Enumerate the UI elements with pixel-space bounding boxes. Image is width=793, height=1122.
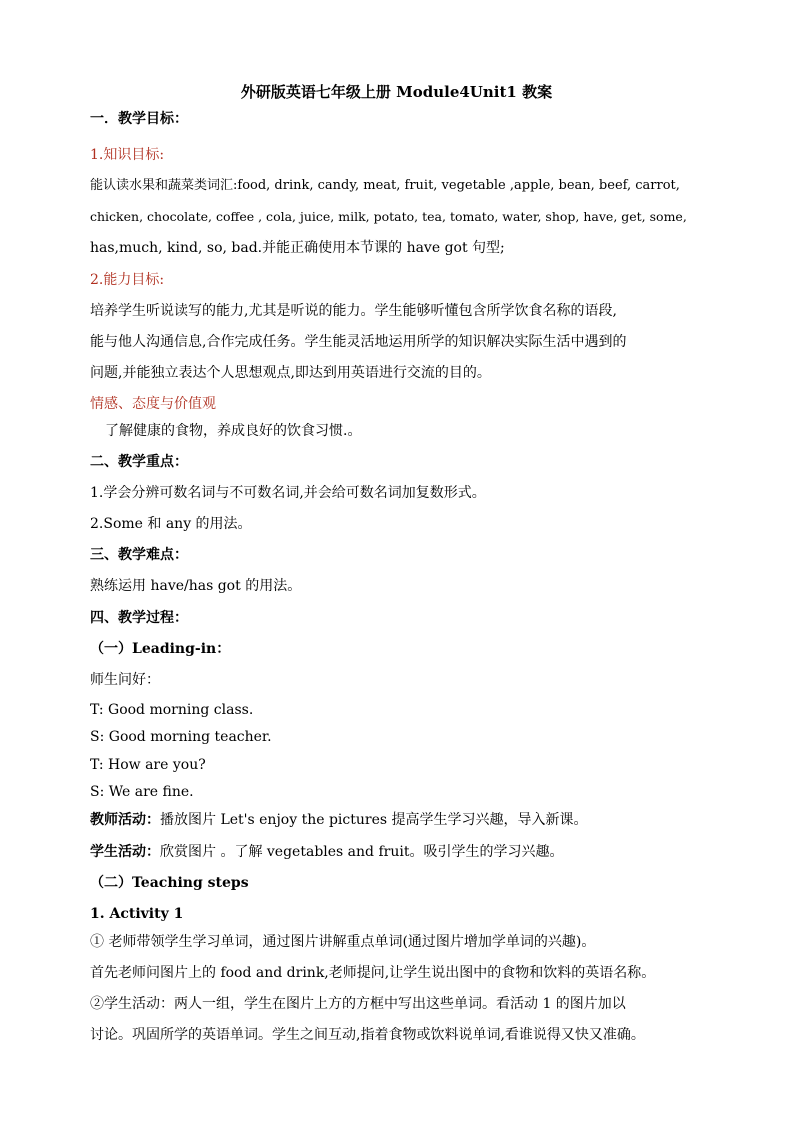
section-heading-process: 四、教学过程： <box>90 610 188 626</box>
teacher-activity-label: 教师活动： <box>90 812 160 828</box>
section-heading-difficulties: 三、教学难点： <box>90 547 188 563</box>
activity-1-line: ②学生活动：两人一组，学生在图片上方的方框中写出这些单词。看活动 1 的图片加以 <box>90 996 626 1012</box>
emotion-objective-heading: 情感、态度与价值观 <box>90 396 216 412</box>
student-activity-label: 学生活动： <box>90 844 160 860</box>
knowledge-line: 能认读水果和蔬菜类词汇:food, drink, candy, meat, fruit, vegetable ,apple, bean, beef, carrot, <box>90 178 680 193</box>
greeting-label: 师生问好： <box>90 672 160 688</box>
ability-line: 培养学生听说读写的能力,尤其是听说的能力。学生能够听懂包含所学饮食名称的语段, <box>90 303 617 319</box>
teacher-activity <box>90 811 587 829</box>
leading-in-heading: （一）Leading-in： <box>90 641 231 657</box>
key-point-item: 2.Some 和 any 的用法。 <box>90 516 252 532</box>
student-activity <box>90 843 563 861</box>
ability-line: 能与他人沟通信息,合作完成任务。学生能灵活地运用所学的知识解决实际生活中遇到的 <box>90 334 627 350</box>
teacher-activity-text: 播放图片 Let's enjoy the pictures 提高学生学习兴趣，导入新课。 <box>160 812 588 828</box>
document-title: 外研版英语七年级上册 Module4Unit1 教案 <box>240 83 553 101</box>
student-activity-text: 欣赏图片 。了解 vegetables and fruit。吸引学生的学习兴趣。 <box>160 844 564 860</box>
knowledge-line: chicken, chocolate, coffee , cola, juice, milk, potato, tea, tomato, water, shop, have, get, some, <box>90 209 687 224</box>
section-heading-key-points: 二、教学重点： <box>90 454 188 470</box>
dialogue-line: S: We are fine. <box>90 784 194 800</box>
emotion-objective-text: 了解健康的食物，养成良好的饮食习惯.。 <box>105 423 362 439</box>
ability-objective-heading: 2.能力目标: <box>90 272 165 288</box>
section-heading-objectives: 一．教学目标： <box>90 111 188 127</box>
ability-line: 问题,并能独立表达个人思想观点,即达到用英语进行交流的目的。 <box>90 365 491 381</box>
dialogue-line: T: Good morning class. <box>90 702 254 718</box>
dialogue-line: S: Good morning teacher. <box>90 729 272 745</box>
knowledge-objective-heading: 1.知识目标: <box>90 147 165 163</box>
key-point-item: 1.学会分辨可数名词与不可数名词,并会给可数名词加复数形式。 <box>90 485 486 501</box>
teaching-steps-heading: （二）Teaching steps <box>90 875 249 891</box>
activity-1-line: 讨论。巩固所学的英语单词。学生之间互动,指着食物或饮料说单词,看谁说得又快又准确。 <box>90 1027 645 1043</box>
activity-1-line: 首先老师问图片上的 food and drink,老师提问,让学生说出图中的食物和饮料的英语名称。 <box>90 965 656 981</box>
activity-1-line: ① 老师带领学生学习单词，通过图片讲解重点单词(通过图片增加学单词的兴趣)。 <box>90 934 596 950</box>
knowledge-line: has,much, kind, so, bad.并能正确使用本节课的 have got 句型; <box>90 240 505 256</box>
activity-1-heading: 1. Activity 1 <box>90 906 184 922</box>
difficulty-text: 熟练运用 have/has got 的用法。 <box>90 578 302 594</box>
dialogue-line: T: How are you? <box>90 757 206 773</box>
